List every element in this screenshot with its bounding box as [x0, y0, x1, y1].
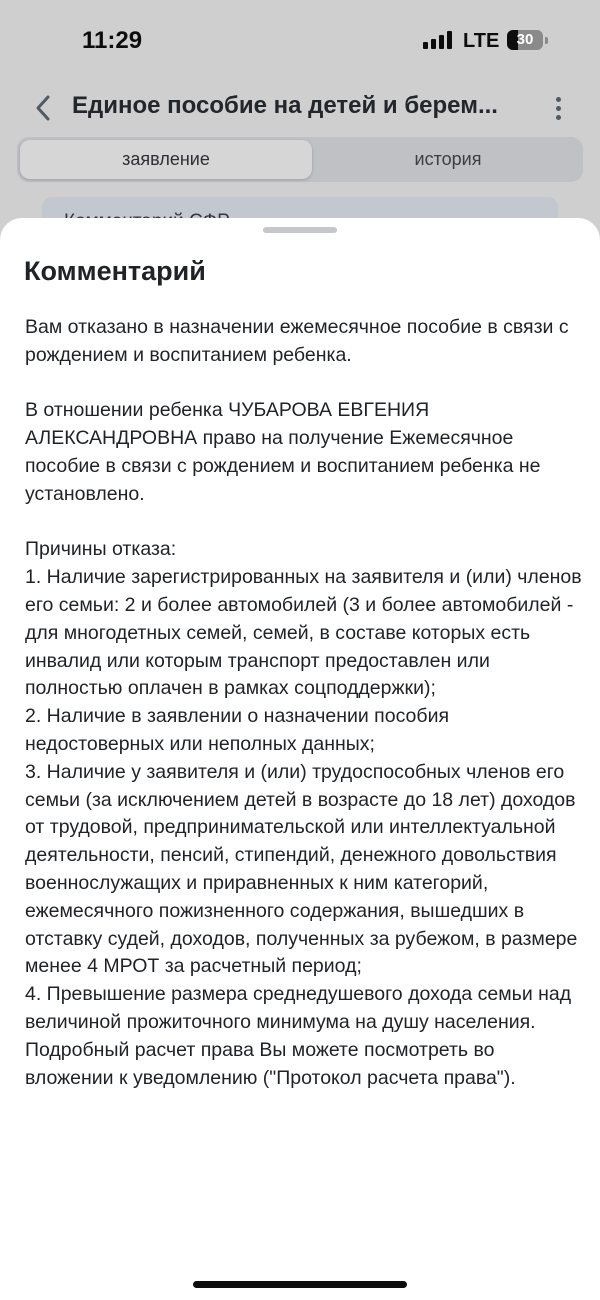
status-time: 11:29: [82, 27, 143, 54]
page-title: Единое пособие на детей и берем...: [72, 92, 498, 119]
sheet-title: Комментарий: [24, 256, 206, 286]
tab-history[interactable]: история: [414, 149, 482, 169]
vertical-dots-icon: [556, 106, 561, 111]
comment-paragraph: 1. Наличие зарегистрированных на заявителя и (или) членов его семьи: 2 и более автомобилей (3 и более автомобилей - для многодетных семей, семей, в составе которых есть инвалид или которым транспорт предоставлен или полностью оплачен в рамках соцподдержки);: [25, 566, 582, 700]
cellular-signal-icon: [423, 31, 455, 49]
comment-paragraph: Причины отказа:: [25, 538, 177, 561]
status-bar: [0, 0, 600, 80]
paragraph-spacer: [25, 509, 585, 537]
comment-paragraph: Подробный расчет права Вы можете посмотреть во вложении к уведомлению ("Протокол расчета права").: [25, 1038, 516, 1089]
battery-icon: [507, 30, 543, 50]
paragraph-spacer: [25, 370, 585, 398]
comment-paragraph: Вам отказано в назначении ежемесячное пособие в связи с рождением и воспитанием ребенка.: [25, 316, 569, 366]
vertical-dots-icon: [556, 115, 561, 120]
back-button[interactable]: [28, 88, 58, 128]
nav-header: [0, 80, 600, 135]
chevron-left-icon: [34, 94, 52, 122]
more-options-button[interactable]: [544, 90, 572, 126]
comment-paragraph: 3. Наличие у заявителя и (или) трудоспособных членов его семьи (за исключением детей в возрасте до 18 лет) доходов от трудовой, предпринимательской или интеллектуальной деятельности, пенсий, стипендий, денежного довольствия военнослужащих и приравненных к ним категорий, ежемесячного пожизненного содержания, вышедших в отставку судей, доходов, полученных за рубежом, в размере менее 4 МРОТ за расчетный период;: [25, 760, 578, 978]
segmented-tabs: [17, 137, 583, 182]
sheet-grabber-handle[interactable]: [263, 227, 337, 233]
home-indicator[interactable]: [193, 1281, 407, 1288]
comment-body: [25, 314, 585, 1092]
battery-level: 30: [516, 31, 534, 48]
comment-paragraph: 4. Превышение размера среднедушевого дохода семьи над величиной прожиточного минимума на душу населения.: [25, 983, 572, 1033]
network-type-label: LTE: [463, 30, 500, 52]
comment-paragraph: 2. Наличие в заявлении о назначении пособия недостоверных или неполных данных;: [25, 705, 450, 755]
vertical-dots-icon: [556, 97, 561, 102]
battery-cap: [545, 37, 548, 44]
comment-bottom-sheet: [0, 218, 600, 1300]
comment-paragraph: В отношении ребенка ЧУБАРОВА ЕВГЕНИЯ АЛЕКСАНДРОВНА право на получение Ежемесячное пособие в связи с рождением и воспитанием ребенка не установлено.: [25, 399, 541, 505]
tab-application[interactable]: заявление: [20, 140, 312, 179]
